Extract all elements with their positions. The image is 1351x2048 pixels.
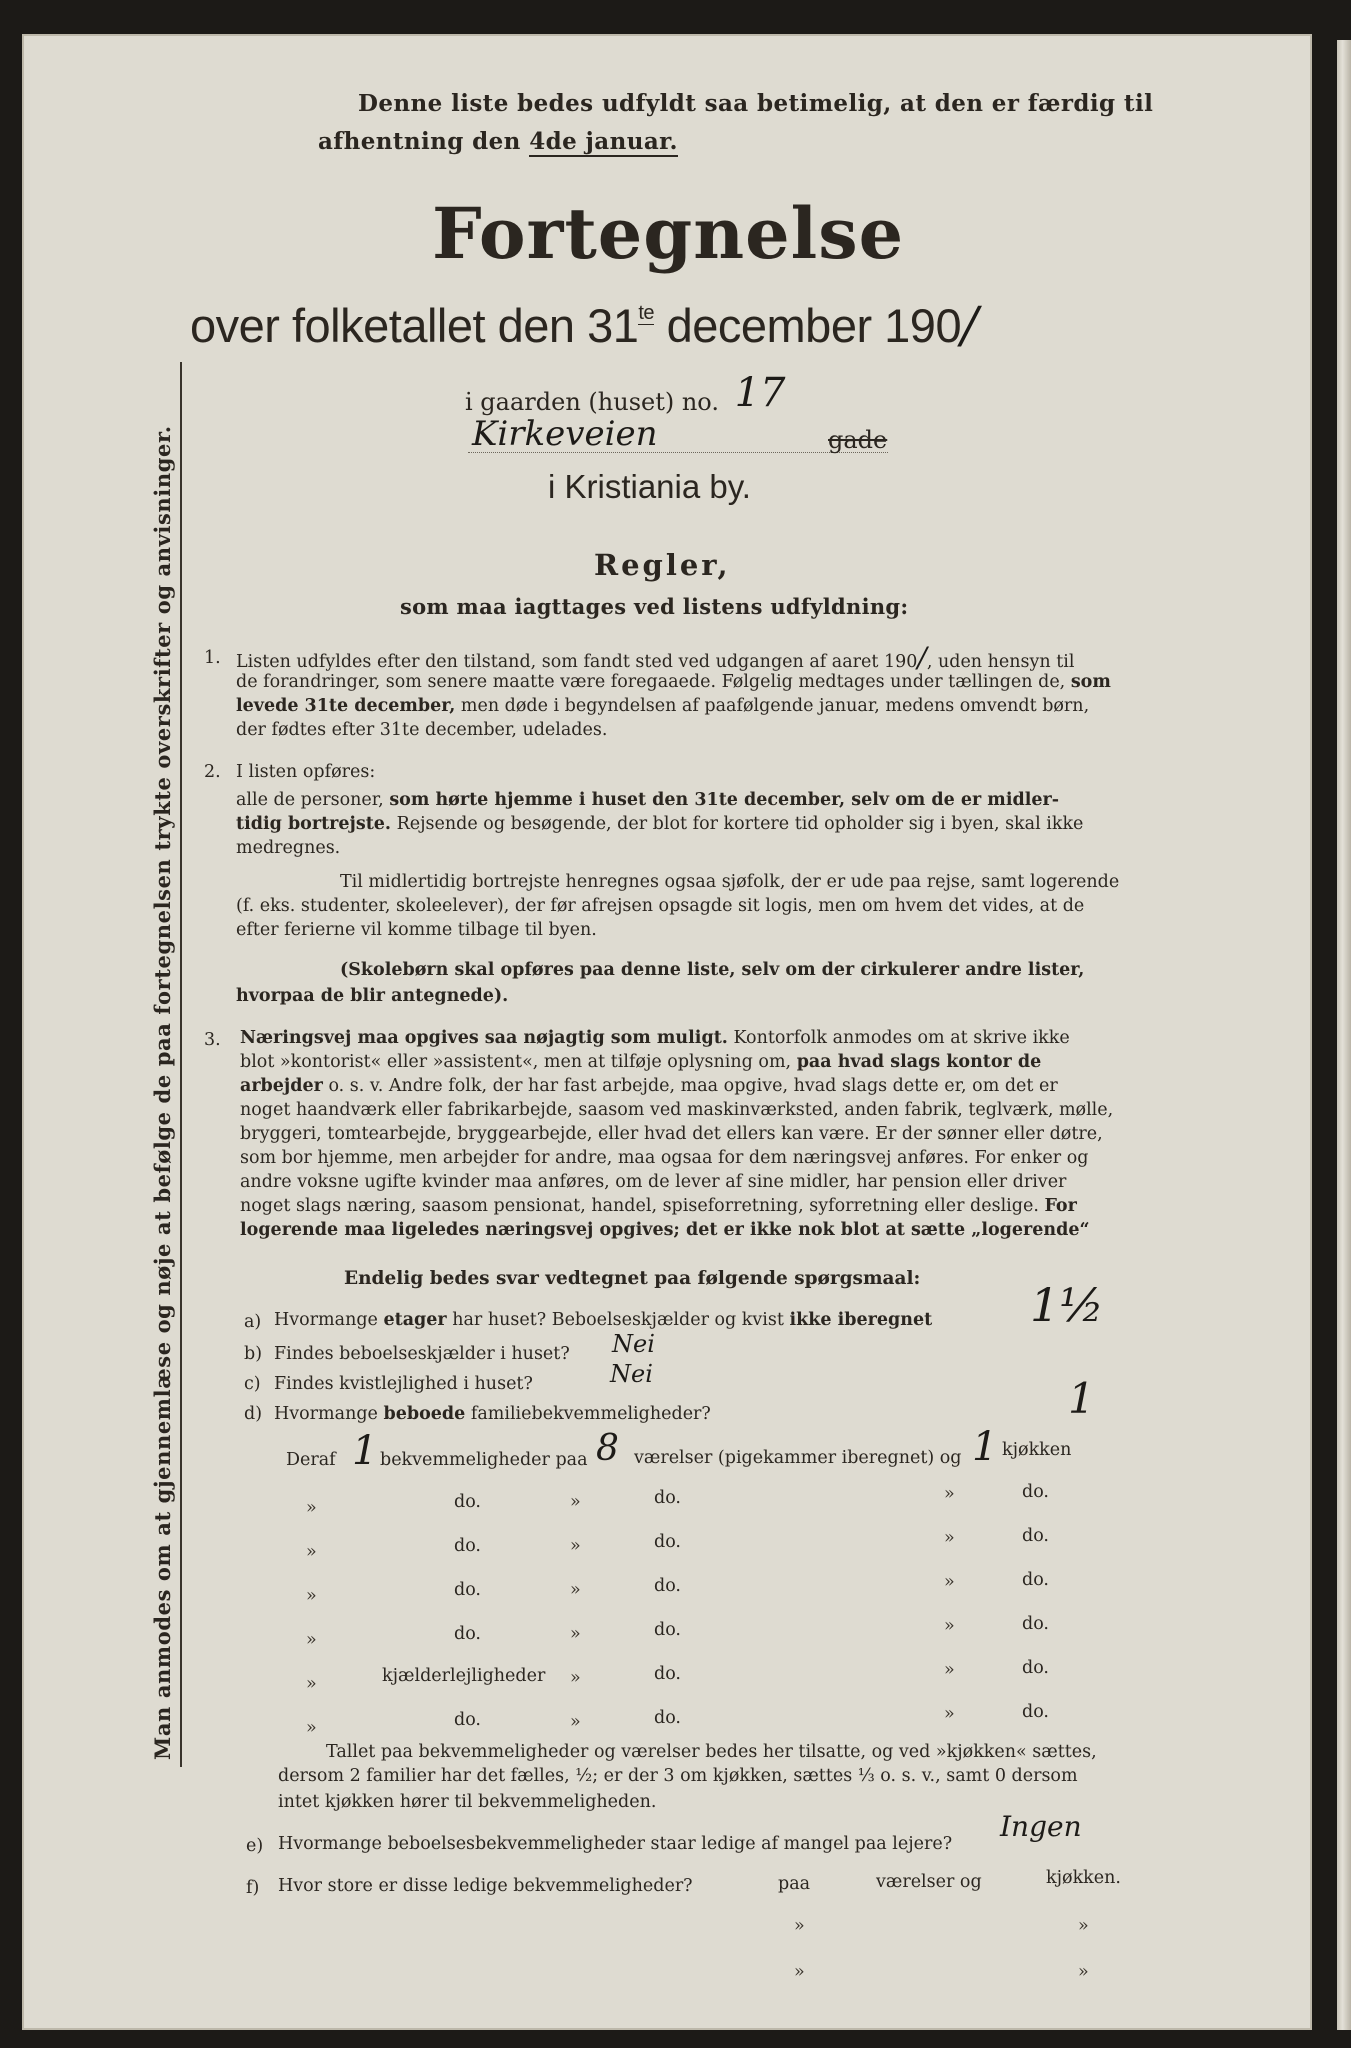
- rule-3-text-a: Kontorfolk anmodes om at skrive ikke: [733, 1028, 1070, 1048]
- pickup-note-prefix: afhentning den: [318, 128, 521, 155]
- question-a-answer: 1½: [1030, 1278, 1104, 1332]
- deraf-count: 1: [352, 1428, 378, 1474]
- tally-note-line-a: Tallet paa bekvemmeligheder og værelser bedes her tilsatte, og ved »kjøkken« sættes,: [326, 1742, 1097, 1762]
- rule-3-line-a: [240, 1026, 1070, 1050]
- rule-3-line-i: logerende maa ligeledes næringsvej opgives; det er ikke nok blot at sætte „logerende“: [240, 1220, 1090, 1240]
- ditto-do: do.: [454, 1710, 481, 1730]
- ditto-quote: »: [944, 1704, 955, 1724]
- ditto-do: do.: [654, 1664, 681, 1684]
- ditto-do: do.: [654, 1576, 681, 1596]
- kitchen-label: kjøkken: [1002, 1440, 1072, 1460]
- question-a-bold-2: ikke iberegnet: [789, 1310, 933, 1330]
- rule-1-line-d: [236, 694, 1089, 718]
- ditto-quote: »: [1078, 1962, 1089, 1982]
- ditto-quote: »: [306, 1630, 317, 1650]
- rule-3-number: 3.: [204, 1030, 221, 1050]
- year-handwritten: /: [961, 296, 978, 354]
- deraf-label: Deraf: [286, 1450, 336, 1470]
- rule-3-line-f: som bor hjemme, men arbejder for andre, maa ogsaa for dem næringsvej anføres. For enker og: [240, 1148, 1089, 1168]
- ditto-quote: »: [306, 1586, 317, 1606]
- rule-1-number: 1.: [204, 648, 221, 668]
- pickup-note-line2: [318, 128, 678, 155]
- street-underline: [468, 452, 888, 453]
- rule-2-line-c: [236, 812, 1083, 836]
- street-suffix: gade: [828, 426, 888, 454]
- rule-2-line-f: (f. eks. studenter, skoleelever), der før afrejsen opsagde sit logis, men om hvem det vides, at de: [236, 896, 1085, 916]
- ditto-do: do.: [454, 1492, 481, 1512]
- question-a-text: [274, 1308, 932, 1332]
- tally-note-line-c: intet kjøkken hører til bekvemmeligheden.: [278, 1792, 657, 1812]
- ditto-quote: »: [306, 1498, 317, 1518]
- rule-2-line-i: hvorpaa de blir antegnede).: [236, 986, 509, 1006]
- kjaelderlejligheder-label: kjælderlejligheder: [382, 1666, 546, 1686]
- rule-3-line-g: andre voksne ugifte kvinder maa anføres, om de lever af sine midler, har pension eller driver: [240, 1172, 1067, 1192]
- question-c-answer: Nei: [610, 1360, 653, 1388]
- rule-2-line-e: Til midlertidig bortrejste henregnes ogsaa sjøfolk, der er ude paa rejse, samt logerende: [340, 872, 1120, 892]
- rule-2-line-d: medregnes.: [236, 838, 341, 858]
- rule-3-line-c: [240, 1074, 1058, 1098]
- form-title: Fortegnelse: [432, 192, 905, 275]
- ditto-quote: »: [570, 1668, 581, 1688]
- rooms-label: værelser (pigekammer iberegnet) og: [634, 1448, 962, 1468]
- question-d-answer: 1: [1068, 1374, 1095, 1423]
- ditto-do: do.: [654, 1620, 681, 1640]
- ditto-do: do.: [654, 1488, 681, 1508]
- street-name-handwritten: Kirkeveien: [472, 414, 658, 454]
- question-a-text-1: Hvormange: [274, 1310, 378, 1330]
- bekvemmeligheder-label: bekvemmeligheder paa: [380, 1450, 588, 1470]
- rule-3-text-c-bold: arbejder: [240, 1076, 323, 1096]
- ditto-do: do.: [1022, 1482, 1049, 1502]
- question-f-kjokken: kjøkken.: [1046, 1868, 1121, 1888]
- city-line: i Kristiania by.: [548, 468, 751, 505]
- ditto-quote: »: [570, 1712, 581, 1732]
- pickup-note-line1: Denne liste bedes udfyldt saa betimelig, at den er færdig til: [358, 90, 1154, 117]
- subtitle-suffix: december 190: [654, 299, 962, 352]
- rule-3-line-e: bryggeri, tomtearbejde, bryggearbejde, eller hvad det ellers kan være. Er der sønner eller døtre,: [240, 1124, 1103, 1144]
- question-d-bold: beboede: [383, 1404, 466, 1424]
- subtitle-prefix: over folketallet den 31: [190, 299, 639, 352]
- question-f-text: Hvor store er disse ledige bekvemmeligheder?: [278, 1876, 693, 1896]
- rule-3-text-h-bold: For: [1044, 1196, 1077, 1216]
- rule-2-line-h: (Skolebørn skal opføres paa denne liste, selv om der cirkulerer andre lister,: [340, 960, 1085, 980]
- rule-3-line-b: [240, 1050, 1041, 1074]
- rule-3-text-b: blot »kontorist« eller »assistent«, men at tilføje oplysning om,: [240, 1052, 792, 1072]
- ditto-do: do.: [654, 1708, 681, 1728]
- rule-3-line-h: [240, 1194, 1077, 1218]
- rule-2-line-b: [236, 788, 1059, 812]
- question-f-paa: paa: [778, 1874, 811, 1894]
- ditto-quote: »: [570, 1492, 581, 1512]
- ditto-quote: »: [944, 1572, 955, 1592]
- ditto-quote: »: [944, 1660, 955, 1680]
- subtitle-sup: te: [638, 302, 655, 325]
- rule-3-text-b-bold: paa hvad slags kontor de: [796, 1052, 1042, 1072]
- ditto-do: do.: [1022, 1526, 1049, 1546]
- question-e-text: Hvormange beboelsesbekvemmeligheder staar ledige af mangel paa lejere?: [278, 1834, 953, 1854]
- ditto-quote: »: [944, 1528, 955, 1548]
- rule-1-line-c: [236, 670, 1111, 694]
- question-c-text: Findes kvistlejlighed i huset?: [274, 1374, 533, 1394]
- rule-1-text-d-bold: levede 31te december,: [236, 696, 456, 716]
- ditto-quote: »: [570, 1536, 581, 1556]
- ditto-quote: »: [794, 1962, 805, 1982]
- ditto-do: do.: [1022, 1614, 1049, 1634]
- rule-3-line-d: noget haandværk eller fabrikarbejde, saasom ved maskinværksted, anden fabrik, teglværk, mølle,: [240, 1100, 1114, 1120]
- house-label: i gaarden (huset) no.: [465, 388, 719, 416]
- question-c-label: c): [244, 1374, 261, 1394]
- side-instruction-note: Man anmodes om at gjennemlæse og nøje at befølge de paa fortegnelsen trykte overskrifter og anvisninger.: [150, 425, 175, 1760]
- rule-2-line-a: I listen opføres:: [236, 762, 376, 782]
- question-b-label: b): [244, 1344, 263, 1364]
- ditto-do: do.: [1022, 1570, 1049, 1590]
- question-e-label: e): [246, 1836, 264, 1856]
- question-d-text-2: familiebekvemmeligheder?: [470, 1404, 711, 1424]
- rule-2-text-b: alle de personer,: [236, 790, 384, 810]
- questions-intro: Endelig bedes svar vedtegnet paa følgende spørgsmaal:: [344, 1268, 921, 1289]
- ditto-do: do.: [454, 1580, 481, 1600]
- question-b-text: Findes beboelseskjælder i huset?: [274, 1344, 570, 1364]
- ditto-quote: »: [570, 1624, 581, 1644]
- ditto-quote: »: [794, 1916, 805, 1936]
- rule-1-text-c: de forandringer, som senere maatte være foregaaede. Følgelig medtages under tællingen de,: [236, 672, 1066, 692]
- rule-1-text-a: Listen udfyldes efter den tilstand, som fandt sted ved udgangen af aaret 190: [236, 652, 918, 672]
- question-d-text: [274, 1402, 711, 1426]
- question-b-answer: Nei: [612, 1330, 655, 1358]
- question-a-label: a): [244, 1312, 262, 1332]
- question-a-text-2: har huset? Beboelseskjælder og kvist: [452, 1310, 784, 1330]
- rule-2-text-c: Rejsende og besøgende, der blot for kortere tid opholder sig i byen, skal ikke: [396, 814, 1084, 834]
- rule-2-number: 2.: [204, 762, 221, 782]
- ditto-quote: »: [306, 1718, 317, 1738]
- ditto-quote: »: [944, 1616, 955, 1636]
- rule-2-line-g: efter ferierne vil komme tilbage til byen.: [236, 920, 597, 940]
- rule-3-text-c: o. s. v. Andre folk, der har fast arbejde, maa opgive, hvad slags dette er, om det er: [328, 1076, 1058, 1096]
- house-number-value: 17: [734, 370, 786, 416]
- rules-subheading: som maa iagttages ved listens udfyldning:: [400, 594, 909, 619]
- rule-3-text-a-bold: Næringsvej maa opgives saa nøjagtig som muligt.: [240, 1028, 728, 1048]
- ditto-do: do.: [454, 1624, 481, 1644]
- question-e-answer: Ingen: [1000, 1810, 1082, 1843]
- question-f-label: f): [246, 1878, 260, 1898]
- rule-1-line-e: der fødtes efter 31te december, udelades.: [236, 720, 608, 740]
- rules-heading: Regler,: [594, 548, 731, 582]
- ditto-quote: »: [570, 1580, 581, 1600]
- question-a-bold-1: etager: [383, 1310, 447, 1330]
- ditto-do: do.: [1022, 1658, 1049, 1678]
- kitchen-count: 1: [972, 1424, 998, 1470]
- rule-1-text-b: , uden hensyn til: [926, 652, 1075, 672]
- ditto-quote: »: [306, 1674, 317, 1694]
- rule-1-text-c-bold: som: [1070, 672, 1111, 692]
- rule-2-text-b-bold: som hørte hjemme i huset den 31te december, selv om de er midler-: [389, 790, 1059, 810]
- side-rule: [180, 362, 182, 1767]
- page-edge: [1337, 40, 1351, 2030]
- form-subtitle: [190, 296, 977, 354]
- question-f-vaerelser: værelser og: [876, 1872, 982, 1892]
- rule-1-year-handwritten: /: [917, 641, 927, 674]
- ditto-quote: »: [944, 1484, 955, 1504]
- tally-note-line-b: dersom 2 familier har det fælles, ½; er der 3 om kjøkken, sættes ⅓ o. s. v., samt 0 dersom: [278, 1766, 1078, 1786]
- question-d-label: d): [244, 1404, 263, 1424]
- rooms-count: 8: [596, 1428, 619, 1469]
- rule-3-text-h: noget slags næring, saasom pensionat, handel, spiseforretning, syforretning eller deslige.: [240, 1196, 1039, 1216]
- ditto-do: do.: [1022, 1702, 1049, 1722]
- rule-2-text-c-bold: tidig bortrejste.: [236, 814, 392, 834]
- ditto-do: do.: [454, 1536, 481, 1556]
- ditto-quote: »: [306, 1542, 317, 1562]
- question-d-text-1: Hvormange: [274, 1404, 378, 1424]
- pickup-date: 4de januar.: [529, 128, 678, 155]
- ditto-quote: »: [1078, 1916, 1089, 1936]
- rule-1-text-d: men døde i begyndelsen af paafølgende januar, medens omvendt børn,: [460, 696, 1090, 716]
- ditto-do: do.: [654, 1532, 681, 1552]
